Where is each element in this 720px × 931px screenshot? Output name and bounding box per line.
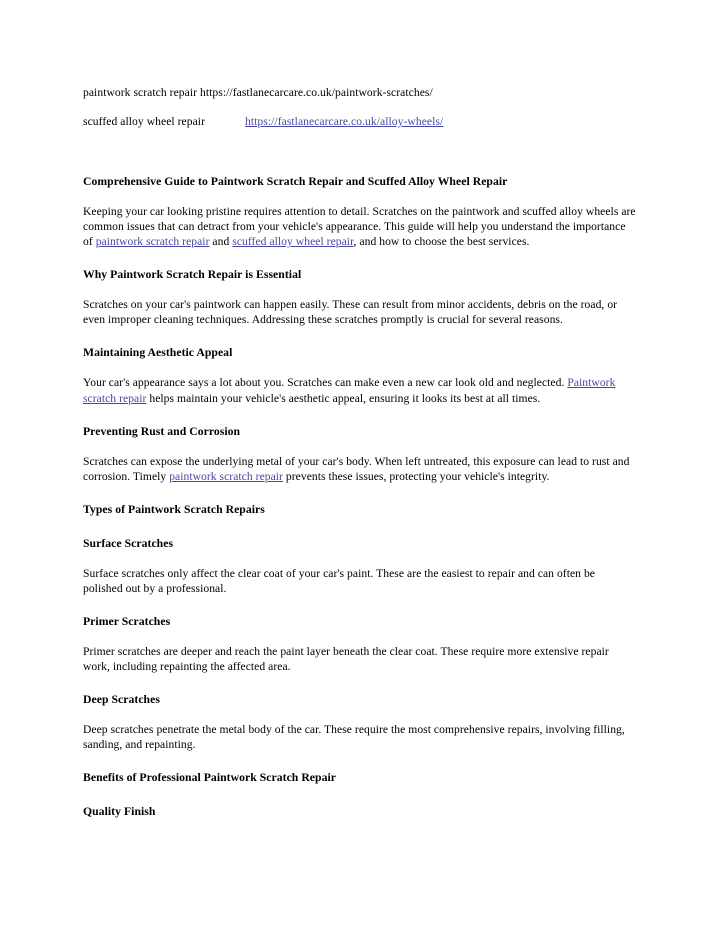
- spacer-heading-1: [83, 282, 636, 297]
- header-line-2-label: scuffed alloy wheel repair: [83, 115, 206, 128]
- document-content: [83, 85, 636, 819]
- section-heading-maintaining-aesthetic-appeal: Maintaining Aesthetic Appeal: [83, 346, 233, 360]
- spacer-primer-to-deep: [83, 674, 636, 692]
- header-line-1-label: paintwork scratch repair: [83, 86, 201, 99]
- spacer-section-1-to-2: [83, 327, 636, 345]
- header-reference-line-2: [83, 114, 636, 129]
- section-heading-why-paintwork-scratch-repair-is-essential: Why Paintwork Scratch Repair is Essential: [83, 268, 302, 282]
- spacer-heading-surface: [83, 551, 636, 566]
- spacer-benefits-to-quality: [83, 785, 636, 804]
- rust-text-part-2: prevents these issues, protecting your vehicle's integrity.: [282, 469, 550, 483]
- spacer-intro-to-section-1: [83, 249, 636, 267]
- section-paragraph-maintaining-aesthetic-appeal: [83, 375, 636, 405]
- rust-link-paintwork-scratch-repair[interactable]: paintwork scratch repair: [169, 469, 283, 483]
- subsection-paragraph-deep-scratches: Deep scratches penetrate the metal body of the car. These require the most comprehensive repairs, involving filling, sanding, and repainting.: [83, 723, 625, 752]
- spacer-section-2-to-3: [83, 406, 636, 424]
- section-paragraph-preventing-rust: [83, 454, 636, 484]
- intro-link-scuffed-alloy-wheel-repair[interactable]: scuffed alloy wheel repair: [232, 235, 354, 249]
- aesthetic-text-part-1: Your car's appearance says a lot about you. Scratches can make even a new car look old and neglected.: [83, 376, 568, 390]
- intro-text-part-3: , and how to choose the best services.: [353, 235, 530, 249]
- spacer-heading-deep: [83, 707, 636, 722]
- section-heading-preventing-rust-and-corrosion: Preventing Rust and Corrosion: [83, 424, 241, 438]
- subsection-heading-primer-scratches: Primer Scratches: [83, 615, 171, 629]
- section-heading-benefits-of-professional-paintwork-scratch-repair: Benefits of Professional Paintwork Scratch Repair: [83, 771, 337, 785]
- subsection-heading-deep-scratches: Deep Scratches: [83, 693, 160, 707]
- spacer-surface-to-primer: [83, 596, 636, 614]
- header-reference-line-1: [83, 85, 636, 100]
- section-heading-types-of-paintwork-scratch-repairs: Types of Paintwork Scratch Repairs: [83, 502, 265, 516]
- subsection-paragraph-primer-scratches: Primer scratches are deeper and reach the paint layer beneath the clear coat. These require more extensive repair work, including repainting the affected area.: [83, 645, 609, 674]
- section-paragraph-why-essential: Scratches on your car's paintwork can happen easily. These can result from minor accidents, debris on the road, or even improper cleaning techniques. Addressing these scratches promptly is crucial for several reasons.: [83, 298, 618, 327]
- spacer-types-to-surface: [83, 517, 636, 536]
- spacer-heading-3: [83, 439, 636, 454]
- aesthetic-text-part-2: helps maintain your vehicle's aesthetic appeal, ensuring it looks its best at all times.: [146, 391, 541, 405]
- spacer-heading-primer: [83, 629, 636, 644]
- subsection-heading-surface-scratches: Surface Scratches: [83, 536, 174, 550]
- spacer-heading-2: [83, 360, 636, 375]
- aesthetic-link-paintwork-scratch-repair[interactable]: Paintwork scratch repair: [83, 376, 616, 405]
- header-line-2-link[interactable]: https://fastlanecarcare.co.uk/alloy-wheels/: [245, 115, 444, 128]
- rust-text-part-1: Scratches can expose the underlying metal of your car's body. When left untreated, this exposure can lead to rust and corrosion. Timely: [83, 454, 630, 483]
- intro-text-part-1: Keeping your car looking pristine requires attention to detail. Scratches on the paintwork and scuffed alloy wheels are common issues that can detract from your vehicle's appearance. This guide will help you understand the importance of: [83, 205, 636, 249]
- page-title: Comprehensive Guide to Paintwork Scratch Repair and Scuffed Alloy Wheel Repair: [83, 175, 508, 188]
- subsection-paragraph-surface-scratches: Surface scratches only affect the clear coat of your car's paint. These are the easiest to repair and can often be polished out by a professional.: [83, 566, 595, 595]
- spacer-title-to-intro: [83, 189, 636, 204]
- spacer-deep-to-benefits: [83, 752, 636, 770]
- intro-link-paintwork-scratch-repair[interactable]: paintwork scratch repair: [95, 235, 210, 249]
- intro-text-part-2: and: [209, 235, 233, 249]
- spacer-before-title: [83, 129, 636, 174]
- intro-paragraph: [83, 204, 636, 249]
- spacer-section-3-to-4: [83, 484, 636, 502]
- header-line-1-url: https://fastlanecarcare.co.uk/paintwork-scratches/: [200, 86, 433, 99]
- subsection-heading-quality-finish: Quality Finish: [83, 805, 156, 819]
